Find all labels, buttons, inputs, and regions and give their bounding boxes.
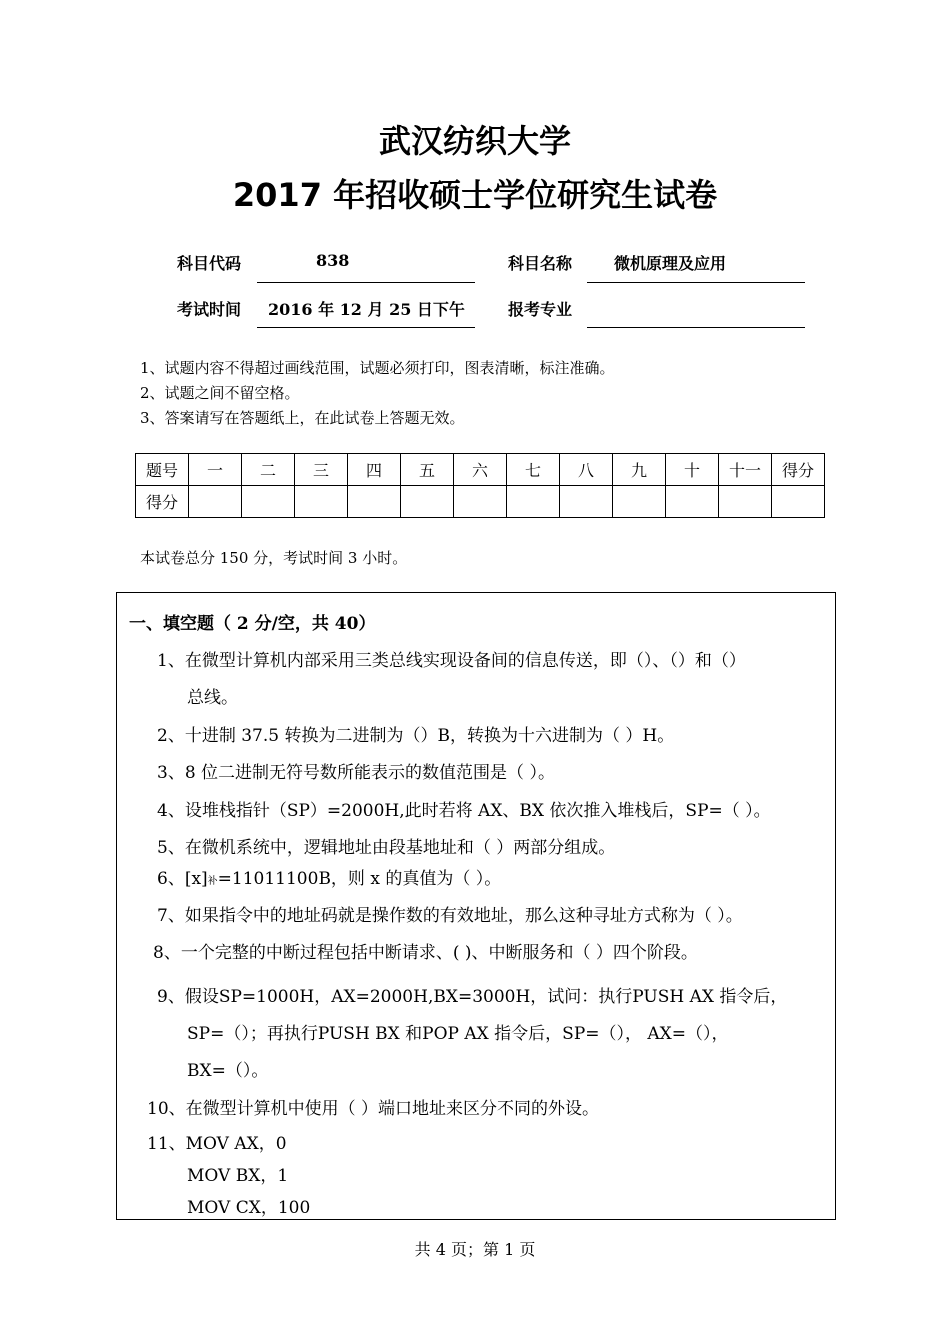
exam-time-label: 考试时间 [177,300,242,319]
score-table-header-row [136,454,825,486]
score-header-cell: 三 [295,454,348,486]
question-1: 1、在微型计算机内部采用三类总线实现设备间的信息传送，即（）、（）和（） [157,651,746,671]
question-6-prefix: 6、[x] [157,869,208,889]
score-table-score-row [136,486,825,518]
score-header-cell: 六 [454,454,507,486]
subject-code-label: 科目代码 [177,254,242,273]
score-header-cell: 题号 [136,454,189,486]
subject-code-value: 838 [316,251,350,270]
subject-name-label: 科目名称 [508,254,573,273]
page-footer: 共 4 页；第 1 页 [414,1240,536,1259]
score-cell [507,486,560,518]
complement-subscript: 补 [207,876,218,887]
question-4: 4、设堆栈指针（SP）=2000H,此时若将 AX、BX 依次推入堆栈后，SP=（ ）。 [157,801,771,821]
exam-time-underline [257,327,475,328]
major-underline [587,327,805,328]
question-6 [157,864,501,889]
score-header-cell: 十一 [719,454,772,486]
question-11-line-2: MOV BX，1 [187,1166,289,1186]
score-header-cell: 八 [560,454,613,486]
instruction-1: 1、试题内容不得超过画线范围，试题必须打印，图表清晰，标注准确。 [140,359,615,377]
question-1-continued: 总线。 [187,688,238,708]
total-score-note: 本试卷总分 150 分，考试时间 3 小时。 [140,549,408,567]
score-header-cell: 九 [613,454,666,486]
question-11-line-3: MOV CX，100 [187,1198,311,1218]
university-title: 武汉纺织大学 [378,122,571,160]
subject-name-value: 微机原理及应用 [614,254,727,273]
major-label: 报考专业 [508,300,573,319]
score-cell [772,486,825,518]
question-9: 9、假设SP=1000H，AX=2000H,BX=3000H，试问：执行PUSH AX 指令后， [157,987,788,1007]
score-row-label: 得分 [136,486,189,518]
score-cell [454,486,507,518]
question-11: 11、MOV AX，0 [147,1134,287,1154]
question-8: 8、一个完整的中断过程包括中断请求、( )、中断服务和（ ）四个阶段。 [153,943,698,963]
score-cell [613,486,666,518]
score-cell [401,486,454,518]
subject-code-underline [257,282,475,283]
score-cell [348,486,401,518]
score-header-cell: 七 [507,454,560,486]
score-header-cell: 二 [242,454,295,486]
question-2: 2、十进制 37.5 转换为二进制为（）B，转换为十六进制为（ ）H。 [157,726,675,746]
question-9-line-3: BX=（）。 [187,1061,269,1081]
score-header-cell: 得分 [772,454,825,486]
instruction-3: 3、答案请写在答题纸上，在此试卷上答题无效。 [140,409,465,427]
question-7: 7、如果指令中的地址码就是操作数的有效地址，那么这种寻址方式称为（ ）。 [157,906,743,926]
exam-title: 2017 年招收硕士学位研究生试卷 [232,176,718,214]
score-cell [295,486,348,518]
score-cell [242,486,295,518]
score-header-cell: 五 [401,454,454,486]
score-header-cell: 十 [666,454,719,486]
score-header-cell: 四 [348,454,401,486]
question-10: 10、在微型计算机中使用（ ）端口地址来区分不同的外设。 [147,1099,600,1119]
instruction-2: 2、试题之间不留空格。 [140,384,300,402]
score-cell [189,486,242,518]
subject-name-underline [587,282,805,283]
section-title: 一、填空题（ 2 分/空，共 40） [129,614,376,634]
question-box [116,592,836,1220]
question-6-suffix: =11011100B，则 x 的真值为（ ）。 [217,869,502,889]
score-cell [560,486,613,518]
question-5: 5、在微机系统中，逻辑地址由段基地址和（ ）两部分组成。 [157,838,616,858]
score-cell [719,486,772,518]
score-cell [666,486,719,518]
exam-time-value: 2016 年 12 月 25 日下午 [268,300,465,319]
score-header-cell: 一 [189,454,242,486]
score-table [135,453,825,518]
question-9-line-2: SP=（）；再执行PUSH BX 和POP AX 指令后，SP=（）， AX=（）， [187,1024,729,1044]
question-3: 3、8 位二进制无符号数所能表示的数值范围是（ ）。 [157,763,555,783]
